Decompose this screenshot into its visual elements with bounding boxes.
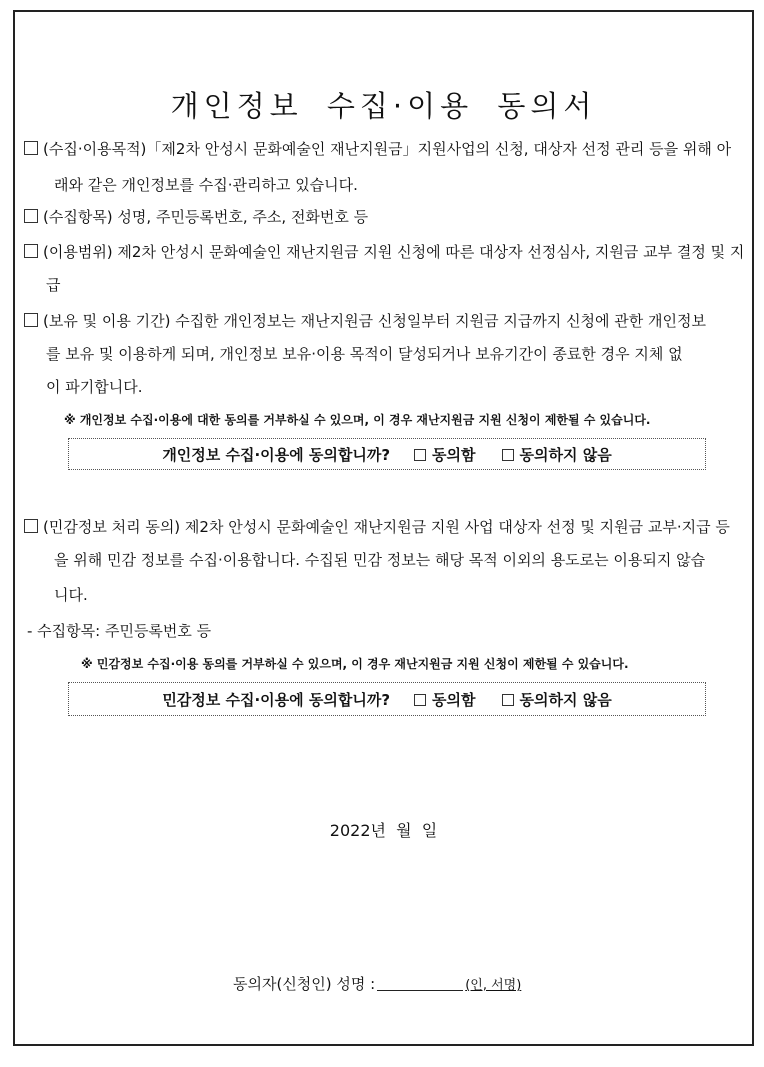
sensitive-refusal-note: ※ 민감정보 수집·이용 동의를 거부하실 수 있으며, 이 경우 재난지원금 지원 신청이 제한될 수 있습니다.	[81, 657, 629, 671]
privacy-consent-question: 개인정보 수집·이용에 동의합니까?	[162, 445, 391, 464]
scope-text-1: (이용범위) 제2차 안성시 문화예술인 재난지원금 지원 신청에 따른 대상자 선정심사, 지원금 교부 결정 및 지	[43, 243, 745, 261]
privacy-disagree-label: 동의하지 않음	[519, 445, 612, 464]
items-line	[24, 206, 368, 227]
scope-checkbox[interactable]	[24, 244, 38, 258]
privacy-consent-box	[68, 438, 706, 470]
retention-text-3: 이 파기합니다.	[46, 378, 143, 396]
sensitive-agree-checkbox[interactable]	[414, 694, 426, 706]
sensitive-text-3: 니다.	[54, 586, 88, 604]
signature-line	[233, 973, 521, 994]
retention-text-1: (보유 및 이용 기간) 수집한 개인정보는 재난지원금 신청일부터 지원금 지급까지 신청에 관한 개인정보	[43, 312, 707, 330]
retention-text-2: 를 보유 및 이용하게 되며, 개인정보 보유·이용 목적이 달성되거나 보유기간이 종료한 경우 지체 없	[46, 345, 683, 363]
items-checkbox[interactable]	[24, 209, 38, 223]
privacy-agree-label: 동의함	[432, 445, 476, 464]
privacy-refusal-note: ※ 개인정보 수집·이용에 대한 동의를 거부하실 수 있으며, 이 경우 재난지원금 지원 신청이 제한될 수 있습니다.	[64, 413, 651, 427]
retention-line-1	[24, 310, 706, 331]
form-title: 개인정보 수집·이용 동의서	[170, 89, 597, 123]
privacy-agree-option[interactable]	[414, 444, 475, 465]
retention-checkbox[interactable]	[24, 313, 38, 327]
sensitive-agree-option[interactable]	[414, 689, 475, 710]
sensitive-text-2: 을 위해 민감 정보를 수집·이용합니다. 수집된 민감 정보는 해당 목적 이외의 용도로는 이용되지 않습	[54, 551, 706, 569]
sensitive-disagree-label: 동의하지 않음	[519, 690, 612, 709]
consent-date: 2022년 월 일	[329, 821, 438, 840]
scope-line-1	[24, 241, 744, 262]
scope-text-2: 급	[46, 276, 61, 294]
sensitive-text-1: (민감정보 처리 동의) 제2차 안성시 문화예술인 재난지원금 지원 사업 대상자 선정 및 지원금 교부·지급 등	[43, 518, 730, 536]
purpose-checkbox[interactable]	[24, 141, 38, 155]
signer-label: 동의자(신청인) 성명 :	[233, 975, 376, 993]
consent-form	[13, 10, 754, 1046]
sensitive-line-1	[24, 516, 730, 537]
items-text: (수집항목) 성명, 주민등록번호, 주소, 전화번호 등	[43, 208, 369, 226]
purpose-text-2: 래와 같은 개인정보를 수집·관리하고 있습니다.	[54, 176, 358, 194]
privacy-disagree-option[interactable]	[502, 444, 612, 465]
sensitive-disagree-option[interactable]	[502, 689, 612, 710]
sensitive-items: - 수집항목: 주민등록번호 등	[27, 622, 212, 640]
seal-label: (인, 서명)	[465, 978, 522, 993]
sensitive-consent-question: 민감정보 수집·이용에 동의합니까?	[162, 690, 391, 709]
sensitive-consent-box	[68, 682, 706, 716]
sensitive-checkbox[interactable]	[24, 519, 38, 533]
privacy-disagree-checkbox[interactable]	[502, 449, 514, 461]
sensitive-agree-label: 동의함	[432, 690, 476, 709]
privacy-agree-checkbox[interactable]	[414, 449, 426, 461]
purpose-text-1: (수집·이용목적)「제2차 안성시 문화예술인 재난지원금」지원사업의 신청, 대상자 선정 관리 등을 위해 아	[43, 140, 732, 158]
sensitive-disagree-checkbox[interactable]	[502, 694, 514, 706]
signer-name-field[interactable]	[377, 976, 463, 991]
purpose-line-1	[24, 138, 731, 159]
